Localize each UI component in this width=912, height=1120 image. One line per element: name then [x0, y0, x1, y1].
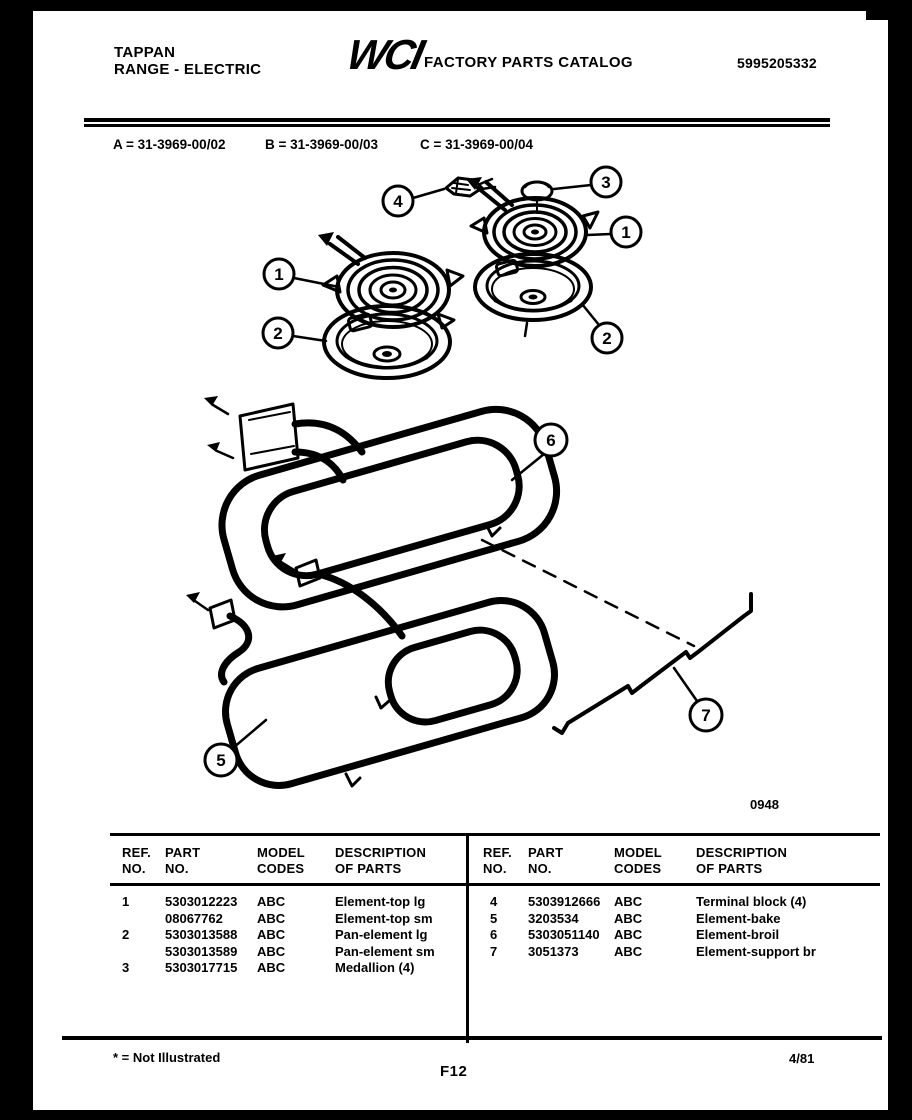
table-bottom-rule [62, 1036, 882, 1040]
part-desc: Element-top lg [335, 894, 426, 909]
part-no: 5303912666 [528, 894, 601, 909]
part-desc: Pan-element lg [335, 927, 428, 942]
part-desc: Element-bake [696, 910, 781, 926]
product-line: RANGE - ELECTRIC [114, 61, 262, 78]
scan-corner-mark [866, 11, 888, 20]
parts-table-left-header [122, 845, 462, 876]
col-desc: DESCRIPTION OF PARTS [696, 845, 788, 876]
callout-number: 6 [546, 431, 556, 450]
publication-number: 5995205332 [737, 55, 817, 71]
model-codes: ABC [257, 910, 286, 926]
scan-border-left [0, 0, 33, 1120]
ref-no: 7 [490, 943, 498, 959]
revision-date: 4/81 [789, 1051, 815, 1066]
part-desc: Element-broil [696, 927, 780, 942]
callout-number: 4 [393, 192, 403, 211]
part-no: 08067762 [165, 910, 223, 926]
part-no: 3051373 [528, 943, 579, 959]
ref-no: 4 [490, 894, 498, 909]
model-c: C = 31-3969-00/04 [420, 137, 533, 152]
not-illustrated-note: * = Not Illustrated [113, 1050, 221, 1065]
ref-no: 1 [122, 894, 130, 909]
part-no: 5303012223 [165, 894, 238, 909]
callout-number: 7 [701, 706, 711, 725]
part-no: 5303013589 [165, 943, 238, 959]
brand-block [114, 44, 261, 78]
ref-no [122, 911, 165, 928]
scan-border-right [888, 11, 912, 1120]
model-codes: ABC [257, 894, 286, 909]
model-codes: ABC [614, 910, 643, 926]
model-codes: ABC [614, 894, 643, 909]
callout-number: 1 [621, 223, 631, 242]
part-desc: Element-top sm [335, 910, 433, 926]
brand-name: TAPPAN [114, 44, 176, 61]
scan-border-bottom [33, 1110, 912, 1120]
col-codes: MODEL CODES [257, 845, 305, 876]
ref-no: 2 [122, 927, 130, 942]
ref-no: 3 [122, 960, 130, 975]
model-codes: ABC [614, 943, 643, 959]
model-b: B = 31-3969-00/03 [265, 137, 378, 152]
col-ref: REF. NO. [122, 845, 151, 876]
col-part: PART NO. [528, 845, 564, 876]
model-list [113, 137, 713, 153]
callout-number: 3 [601, 173, 611, 192]
col-part: PART NO. [165, 845, 201, 876]
figure-number: 0948 [750, 797, 779, 812]
table-top-rule [110, 833, 880, 836]
header-rule [84, 118, 830, 127]
ref-no: 6 [490, 927, 498, 942]
part-desc: Element-support br [696, 943, 816, 959]
part-desc: Medallion (4) [335, 960, 415, 975]
model-codes: ABC [614, 927, 643, 942]
parts-table-right-header [483, 845, 878, 876]
part-no: 3203534 [528, 910, 579, 926]
model-a: A = 31-3969-00/02 [113, 137, 226, 152]
model-codes: ABC [257, 927, 286, 942]
broil-element-drawing [204, 396, 569, 619]
callout-number: 1 [274, 265, 284, 284]
ref-no [122, 944, 165, 961]
model-codes: ABC [257, 943, 286, 959]
col-desc: DESCRIPTION OF PARTS [335, 845, 427, 876]
catalog-title: FACTORY PARTS CATALOG [424, 54, 633, 71]
callout-leaders [233, 185, 697, 748]
part-no: 5303017715 [165, 960, 238, 975]
page-code: F12 [440, 1063, 468, 1080]
col-ref: REF. NO. [483, 845, 512, 876]
parts-table-left [122, 894, 462, 977]
projection-dashed-line [482, 540, 694, 646]
part-desc: Pan-element sm [335, 943, 435, 959]
callout-number: 2 [602, 329, 612, 348]
ref-no: 5 [490, 910, 498, 926]
parts-table-right [483, 894, 878, 960]
model-codes: ABC [257, 960, 286, 975]
col-codes: MODEL CODES [614, 845, 662, 876]
part-no: 5303013588 [165, 927, 238, 942]
part-no: 5303051140 [528, 927, 600, 942]
table-header-rule [110, 883, 880, 886]
scan-border-top [0, 0, 912, 11]
part-desc: Terminal block (4) [696, 894, 807, 909]
table-center-divider [466, 833, 469, 1043]
callout-number: 2 [273, 324, 283, 343]
callout-number: 5 [216, 751, 226, 770]
drip-pan-left-drawing [324, 306, 450, 378]
wci-logo: WCI [343, 31, 426, 78]
exploded-parts-diagram [50, 158, 870, 818]
